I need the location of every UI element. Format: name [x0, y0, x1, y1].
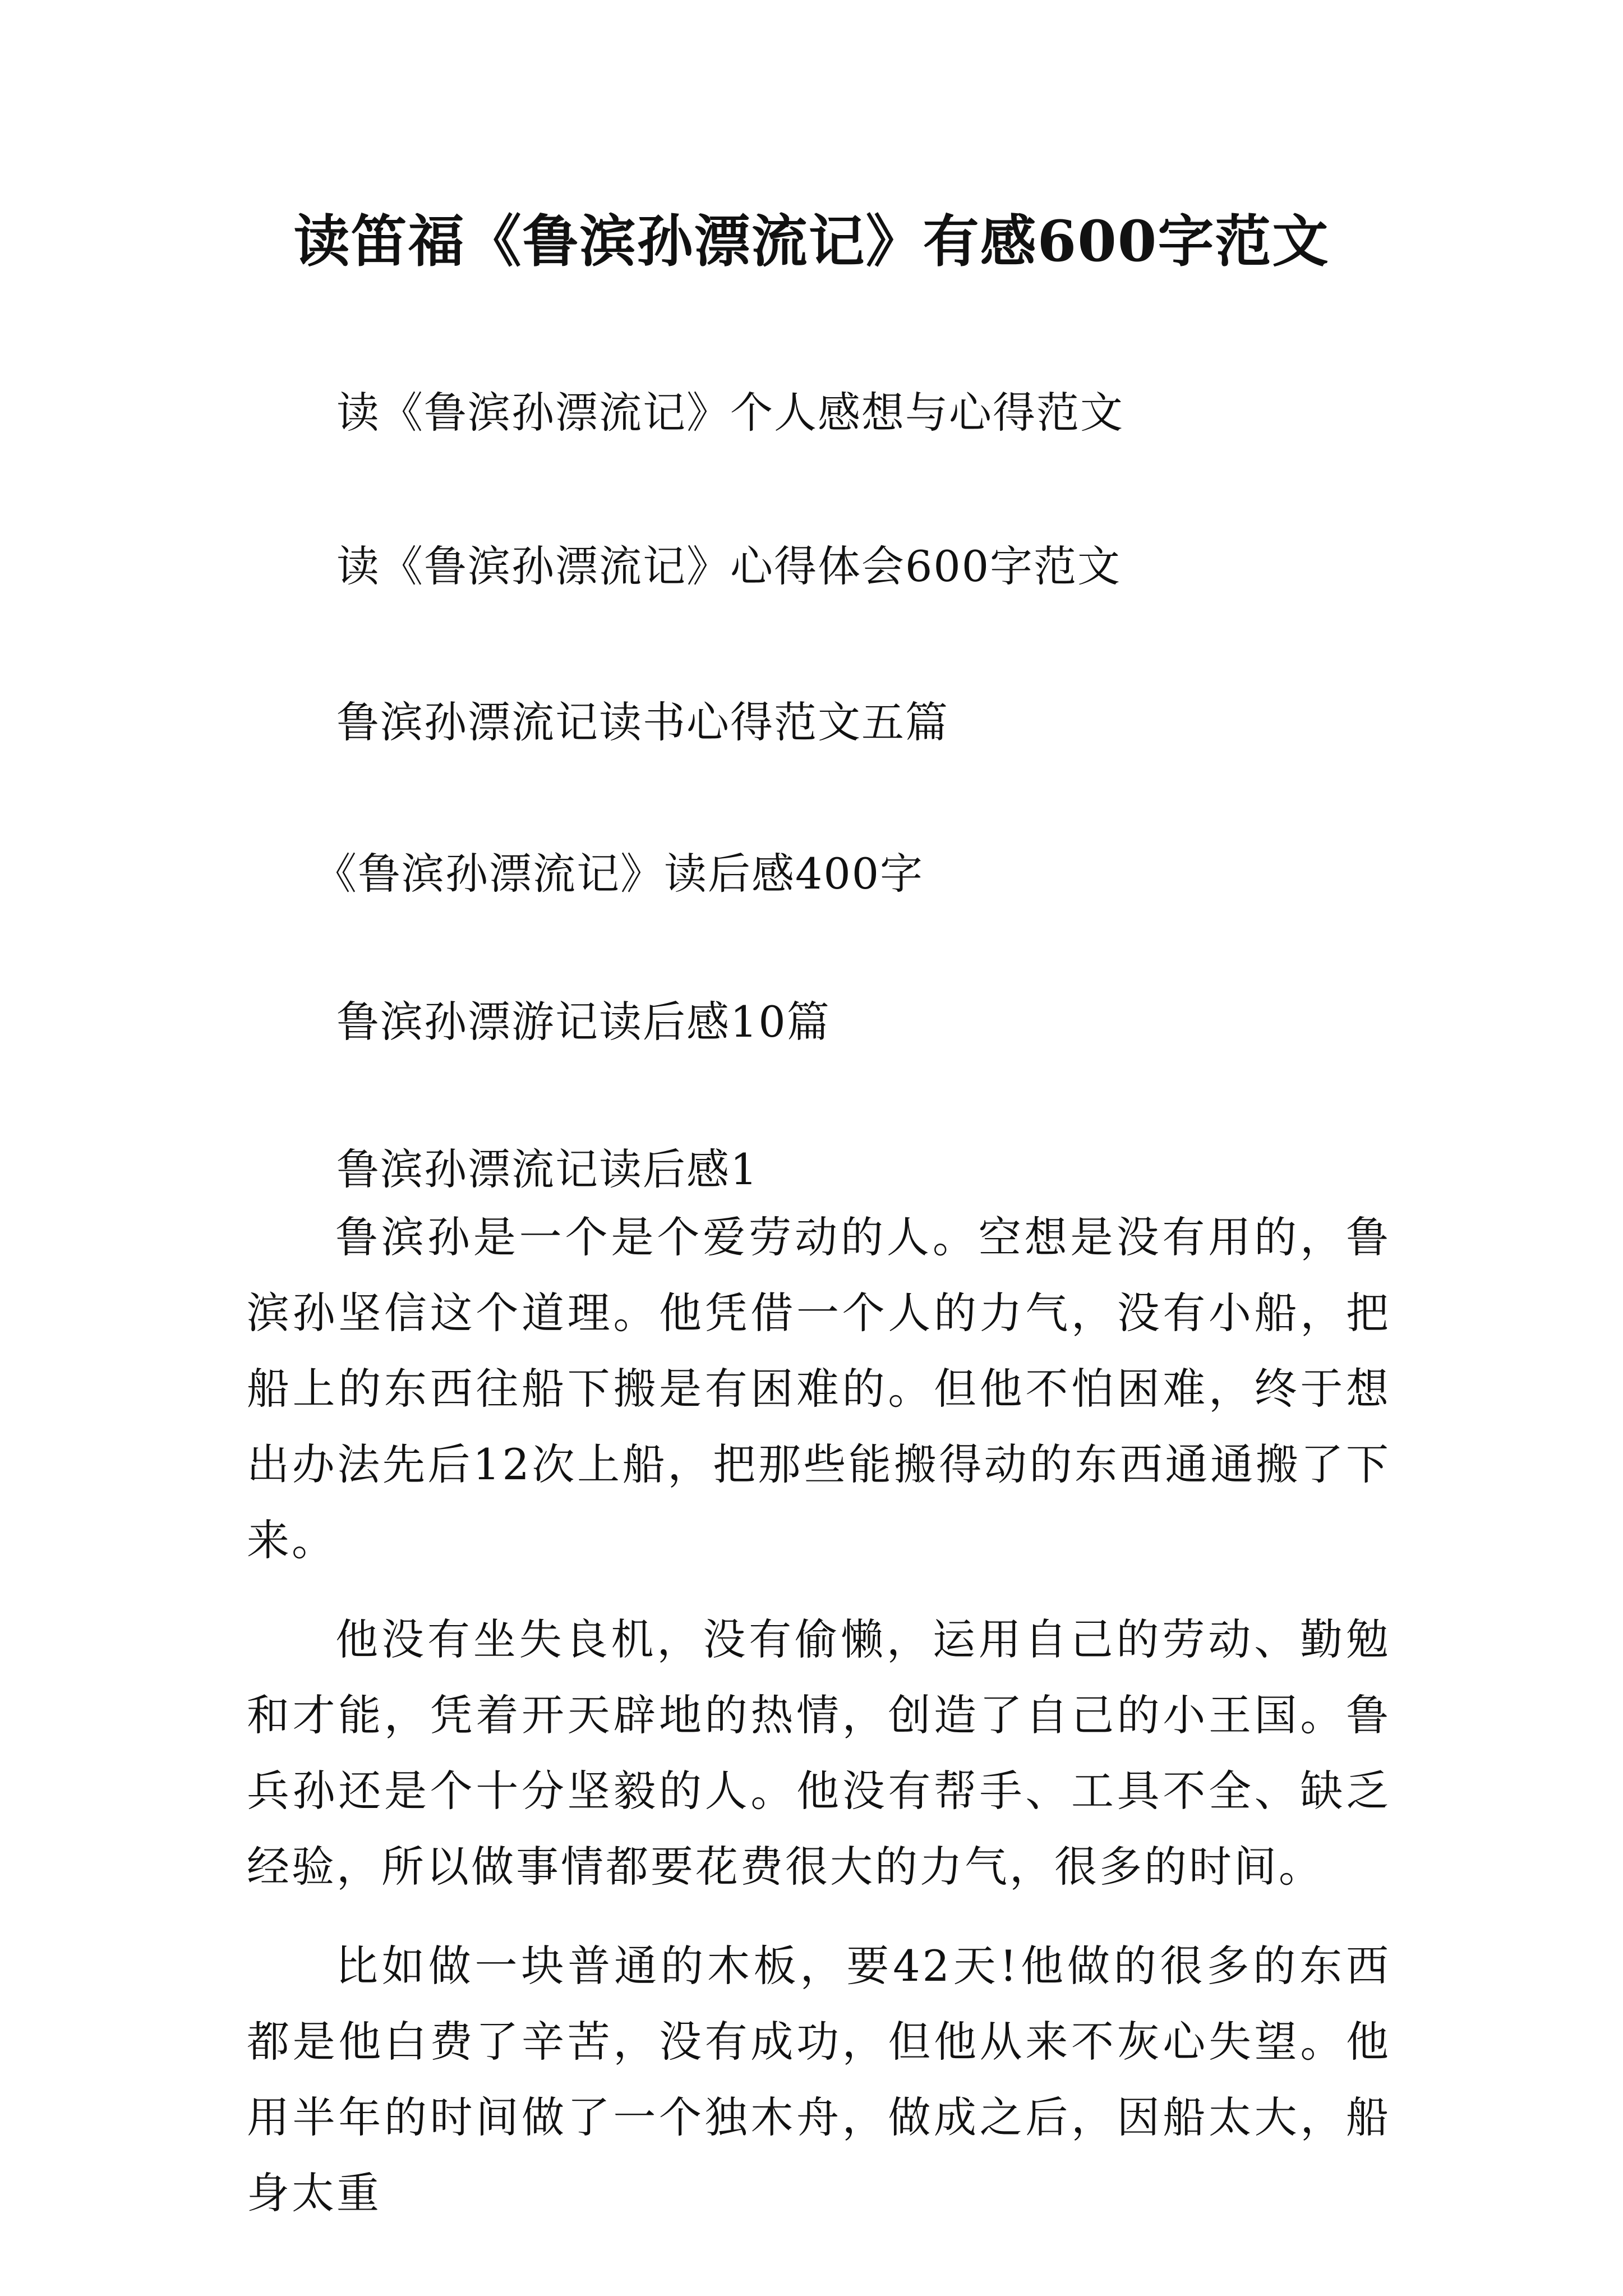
body-paragraph: 比如做一块普通的木板，要42天!他做的很多的东西都是他白费了辛苦，没有成功，但他从来不灰心失望。他用半年的时间做了一个独木舟，做成之后，因船太大，船身太重	[247, 1941, 1391, 2218]
related-article-link[interactable]: 读《鲁滨孙漂流记》个人感想与心得范文	[336, 388, 1124, 438]
body-paragraph: 鲁滨孙是一个是个爱劳动的人。空想是没有用的，鲁滨孙坚信这个道理。他凭借一个人的力气，没有小船，把船上的东西往船下搬是有困难的。但他不怕困难，终于想出办法先后12次上船，把那些能搬得动的东西通通搬了下来。	[247, 1212, 1391, 1565]
section-heading: 鲁滨孙漂流记读后感1	[336, 1144, 759, 1194]
document-title: 读笛福《鲁滨孙漂流记》有感600字范文	[293, 208, 1330, 274]
related-article-link[interactable]: 读《鲁滨孙漂流记》心得体会600字范文	[336, 541, 1122, 591]
related-article-link[interactable]: 鲁滨孙漂游记读后感10篇	[336, 997, 831, 1047]
article-body	[247, 1199, 1391, 2254]
related-article-link[interactable]: 《鲁滨孙漂流记》读后感400字	[314, 849, 924, 899]
related-article-link[interactable]: 鲁滨孙漂流记读书心得范文五篇	[336, 697, 949, 747]
body-paragraph: 他没有坐失良机，没有偷懒，运用自己的劳动、勤勉和才能，凭着开天辟地的热情，创造了自己的小王国。鲁兵孙还是个十分坚毅的人。他没有帮手、工具不全、缺乏经验，所以做事情都要花费很大的力气，很多的时间。	[247, 1614, 1391, 1892]
